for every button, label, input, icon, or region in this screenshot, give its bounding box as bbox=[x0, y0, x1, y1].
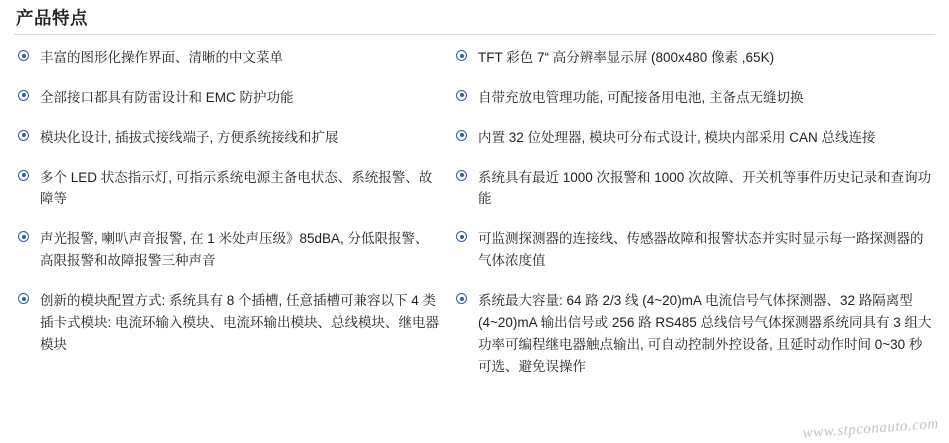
bullet-icon bbox=[456, 50, 469, 63]
title-divider bbox=[14, 34, 935, 35]
list-item-text: 系统具有最近 1000 次报警和 1000 次故障、开关机等事件历史记录和查询功能 bbox=[478, 169, 932, 207]
bullet-icon bbox=[456, 231, 469, 244]
list-item-text: 自带充放电管理功能, 可配接备用电池, 主备点无缝切换 bbox=[478, 89, 804, 105]
bullet-icon bbox=[456, 170, 469, 183]
bullet-icon bbox=[456, 293, 469, 306]
page-title: 产品特点 bbox=[16, 8, 88, 28]
list-item bbox=[456, 87, 934, 109]
features-column-right bbox=[444, 47, 934, 395]
list-item bbox=[456, 290, 934, 377]
bullet-icon bbox=[456, 90, 469, 103]
list-item-text: 创新的模块配置方式: 系统具有 8 个插槽, 任意插槽可兼容以下 4 类插卡式模块: 电流环输入模块、电流环输出模块、总线模块、继电器模块 bbox=[40, 293, 440, 352]
list-item-text: 全部接口都具有防雷设计和 EMC 防护功能 bbox=[40, 89, 294, 105]
list-item bbox=[456, 127, 934, 149]
bullet-icon bbox=[18, 50, 31, 63]
list-item bbox=[18, 167, 444, 211]
list-item-text: 模块化设计, 插拔式接线端子, 方便系统接线和扩展 bbox=[40, 129, 339, 145]
features-column-left bbox=[14, 47, 444, 374]
list-item-text: 系统最大容量: 64 路 2/3 线 (4~20)mA 电流信号气体探测器、32 路隔离型 (4~20)mA 输出信号或 256 路 RS485 总线信号气体探测器系统同具有 3 组大功率可编程继电器触点输出, 可自动控制外控设备, 且延时动作时间 0~30 秒可选、避免误操作 bbox=[478, 293, 932, 374]
list-item-text: 可监测探测器的连接线、传感器故障和报警状态并实时显示每一路探测器的气体浓度值 bbox=[478, 231, 924, 269]
list-item bbox=[18, 127, 444, 149]
bullet-icon bbox=[18, 130, 31, 143]
list-item-text: 声光报警, 喇叭声音报警, 在 1 米处声压级》85dBA, 分低限报警、高限报警和故障报警三种声音 bbox=[40, 231, 429, 269]
bullet-icon bbox=[18, 170, 31, 183]
list-item bbox=[18, 47, 444, 69]
list-item-text: 多个 LED 状态指示灯, 可指示系统电源主备电状态、系统报警、故障等 bbox=[40, 169, 433, 207]
watermark: www.stpconauto.com bbox=[801, 416, 939, 442]
list-item bbox=[456, 47, 934, 69]
list-item bbox=[18, 228, 444, 272]
bullet-icon bbox=[18, 293, 31, 306]
list-item bbox=[456, 167, 934, 211]
list-item bbox=[18, 290, 444, 356]
features-columns bbox=[14, 47, 935, 395]
list-item-text: 内置 32 位处理器, 模块可分布式设计, 模块内部采用 CAN 总线连接 bbox=[478, 129, 876, 145]
list-item bbox=[18, 87, 444, 109]
list-item-text: 丰富的图形化操作界面、清晰的中文菜单 bbox=[40, 50, 283, 65]
list-item bbox=[456, 228, 934, 272]
bullet-icon bbox=[18, 231, 31, 244]
bullet-icon bbox=[456, 130, 469, 143]
bullet-icon bbox=[18, 90, 31, 103]
list-item-text: TFT 彩色 7“ 高分辨率显示屏 (800x480 像素 ,65K) bbox=[478, 50, 775, 65]
